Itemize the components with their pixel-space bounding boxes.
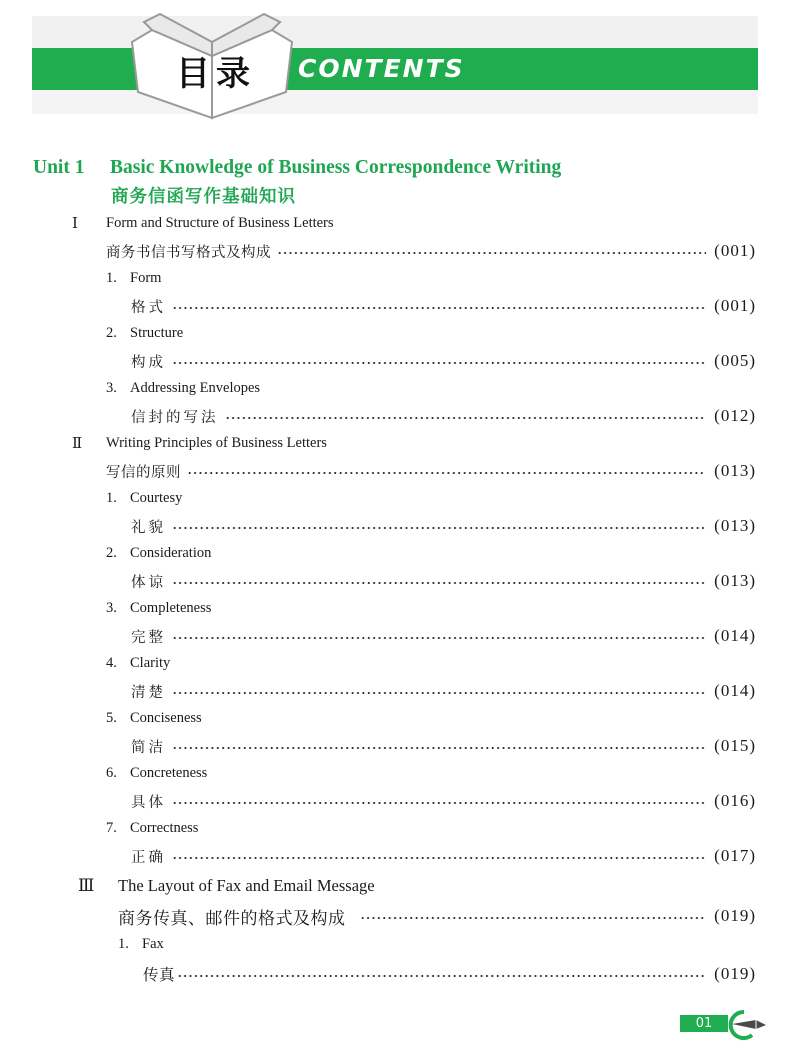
page-number: (013) xyxy=(714,461,756,480)
toc-entry[interactable] xyxy=(131,514,756,538)
section-2-roman: Ⅱ xyxy=(72,435,83,452)
item-title-en: Conciseness xyxy=(130,709,202,726)
item-number: 2. xyxy=(106,544,117,561)
dot-leader xyxy=(360,917,707,919)
item-title-en: Completeness xyxy=(130,599,212,616)
toc-item-heading[interactable] xyxy=(106,487,182,509)
dot-leader xyxy=(172,362,706,364)
contents-title-en: CONTENTS xyxy=(298,54,465,83)
page-number: (019) xyxy=(714,906,756,925)
contents-title-zh: 目录 xyxy=(176,54,256,94)
dot-leader xyxy=(187,472,706,474)
unit-title-en: Basic Knowledge of Business Correspondence Writing xyxy=(110,157,562,178)
toc-item-heading[interactable] xyxy=(106,267,161,289)
toc-item-heading[interactable] xyxy=(106,597,211,619)
item-number: 6. xyxy=(106,764,117,781)
item-title-zh: 信封的写法 xyxy=(131,409,219,426)
toc-entry[interactable] xyxy=(143,961,756,987)
toc-item-heading[interactable] xyxy=(106,542,211,564)
item-title-zh: 清楚 xyxy=(131,684,166,701)
item-number: 1. xyxy=(118,935,129,952)
dot-leader xyxy=(172,637,706,639)
toc-item-heading[interactable] xyxy=(118,933,164,955)
toc-item-heading[interactable] xyxy=(106,762,207,784)
item-title-zh: 具体 xyxy=(131,794,166,811)
unit-label: Unit 1 xyxy=(33,157,85,178)
toc-entry[interactable] xyxy=(131,679,756,703)
dot-leader xyxy=(177,975,706,977)
item-title-zh: 格式 xyxy=(131,299,166,316)
page-number: (019) xyxy=(714,964,756,983)
toc-entry[interactable] xyxy=(131,624,756,648)
item-title-zh: 礼貌 xyxy=(131,519,166,536)
toc-item-heading[interactable] xyxy=(106,707,202,729)
toc-entry[interactable] xyxy=(131,569,756,593)
item-title-en: Clarity xyxy=(130,654,171,671)
dot-leader xyxy=(172,582,706,584)
page-number: (001) xyxy=(714,296,756,315)
unit-heading xyxy=(33,155,561,181)
unit-title-zh: 商务信函写作基础知识 xyxy=(111,187,296,207)
section-3-title-zh: 商务传真、邮件的格式及构成 xyxy=(118,908,346,929)
section-3-title-en: The Layout of Fax and Email Message xyxy=(118,876,375,895)
toc-entry[interactable] xyxy=(131,844,756,868)
item-title-zh: 简洁 xyxy=(131,739,166,756)
toc-item-heading[interactable] xyxy=(106,377,260,399)
item-number: 1. xyxy=(106,489,117,506)
toc-entry[interactable] xyxy=(131,734,756,758)
item-title-zh: 正确 xyxy=(131,849,166,866)
item-title-en: Correctness xyxy=(130,819,199,836)
dot-leader xyxy=(277,252,706,254)
item-number: 3. xyxy=(106,379,117,396)
item-title-zh: 传真 xyxy=(143,966,176,984)
section-1-heading[interactable] xyxy=(72,212,372,234)
page-number: (014) xyxy=(714,681,756,700)
pen-icon xyxy=(722,1008,768,1042)
toc-entry[interactable] xyxy=(131,349,756,373)
item-number: 1. xyxy=(106,269,117,286)
page-number-badge: 01 xyxy=(680,1015,728,1032)
item-number: 5. xyxy=(106,709,117,726)
page-number: (005) xyxy=(714,351,756,370)
toc-entry[interactable] xyxy=(131,789,756,813)
dot-leader xyxy=(172,802,706,804)
section-3-roman: Ⅲ xyxy=(78,876,95,895)
item-number: 3. xyxy=(106,599,117,616)
toc-entry[interactable] xyxy=(131,294,756,318)
toc-entry[interactable] xyxy=(131,404,756,428)
item-title-zh: 构成 xyxy=(131,354,166,371)
section-1-title-en: Form and Structure of Business Letters xyxy=(106,214,334,231)
dot-leader xyxy=(225,417,707,419)
item-title-en: Form xyxy=(130,269,162,286)
toc-entry[interactable] xyxy=(118,902,756,930)
page-number: (013) xyxy=(714,516,756,535)
section-2-title-en: Writing Principles of Business Letters xyxy=(106,434,327,451)
item-number: 7. xyxy=(106,819,117,836)
dot-leader xyxy=(172,857,706,859)
page-number: (014) xyxy=(714,626,756,645)
dot-leader xyxy=(172,307,706,309)
item-title-zh: 完整 xyxy=(131,629,166,646)
dot-leader xyxy=(172,747,706,749)
item-number: 2. xyxy=(106,324,117,341)
item-title-en: Fax xyxy=(142,935,164,952)
page-number: (012) xyxy=(714,406,756,425)
section-2-title-zh: 写信的原则 xyxy=(106,464,181,481)
item-title-en: Concreteness xyxy=(130,764,208,781)
section-1-roman: Ⅰ xyxy=(72,215,78,232)
dot-leader xyxy=(172,527,706,529)
item-number: 4. xyxy=(106,654,117,671)
toc-entry[interactable] xyxy=(106,459,756,483)
toc-item-heading[interactable] xyxy=(106,652,170,674)
section-3-heading[interactable] xyxy=(78,873,478,899)
page-number: (016) xyxy=(714,791,756,810)
section-2-heading[interactable] xyxy=(72,432,392,454)
item-title-en: Courtesy xyxy=(130,489,183,506)
toc-item-heading[interactable] xyxy=(106,322,183,344)
toc-item-heading[interactable] xyxy=(106,817,198,839)
item-title-en: Structure xyxy=(130,324,184,341)
page-number: (015) xyxy=(714,736,756,755)
item-title-en: Addressing Envelopes xyxy=(130,379,261,396)
item-title-zh: 体谅 xyxy=(131,574,166,591)
page-number: (017) xyxy=(714,846,756,865)
item-title-en: Consideration xyxy=(130,544,212,561)
toc-entry[interactable] xyxy=(106,239,756,263)
section-1-title-zh: 商务书信书写格式及构成 xyxy=(106,244,271,261)
page-number: (001) xyxy=(714,241,756,260)
dot-leader xyxy=(172,692,706,694)
page-number: (013) xyxy=(714,571,756,590)
